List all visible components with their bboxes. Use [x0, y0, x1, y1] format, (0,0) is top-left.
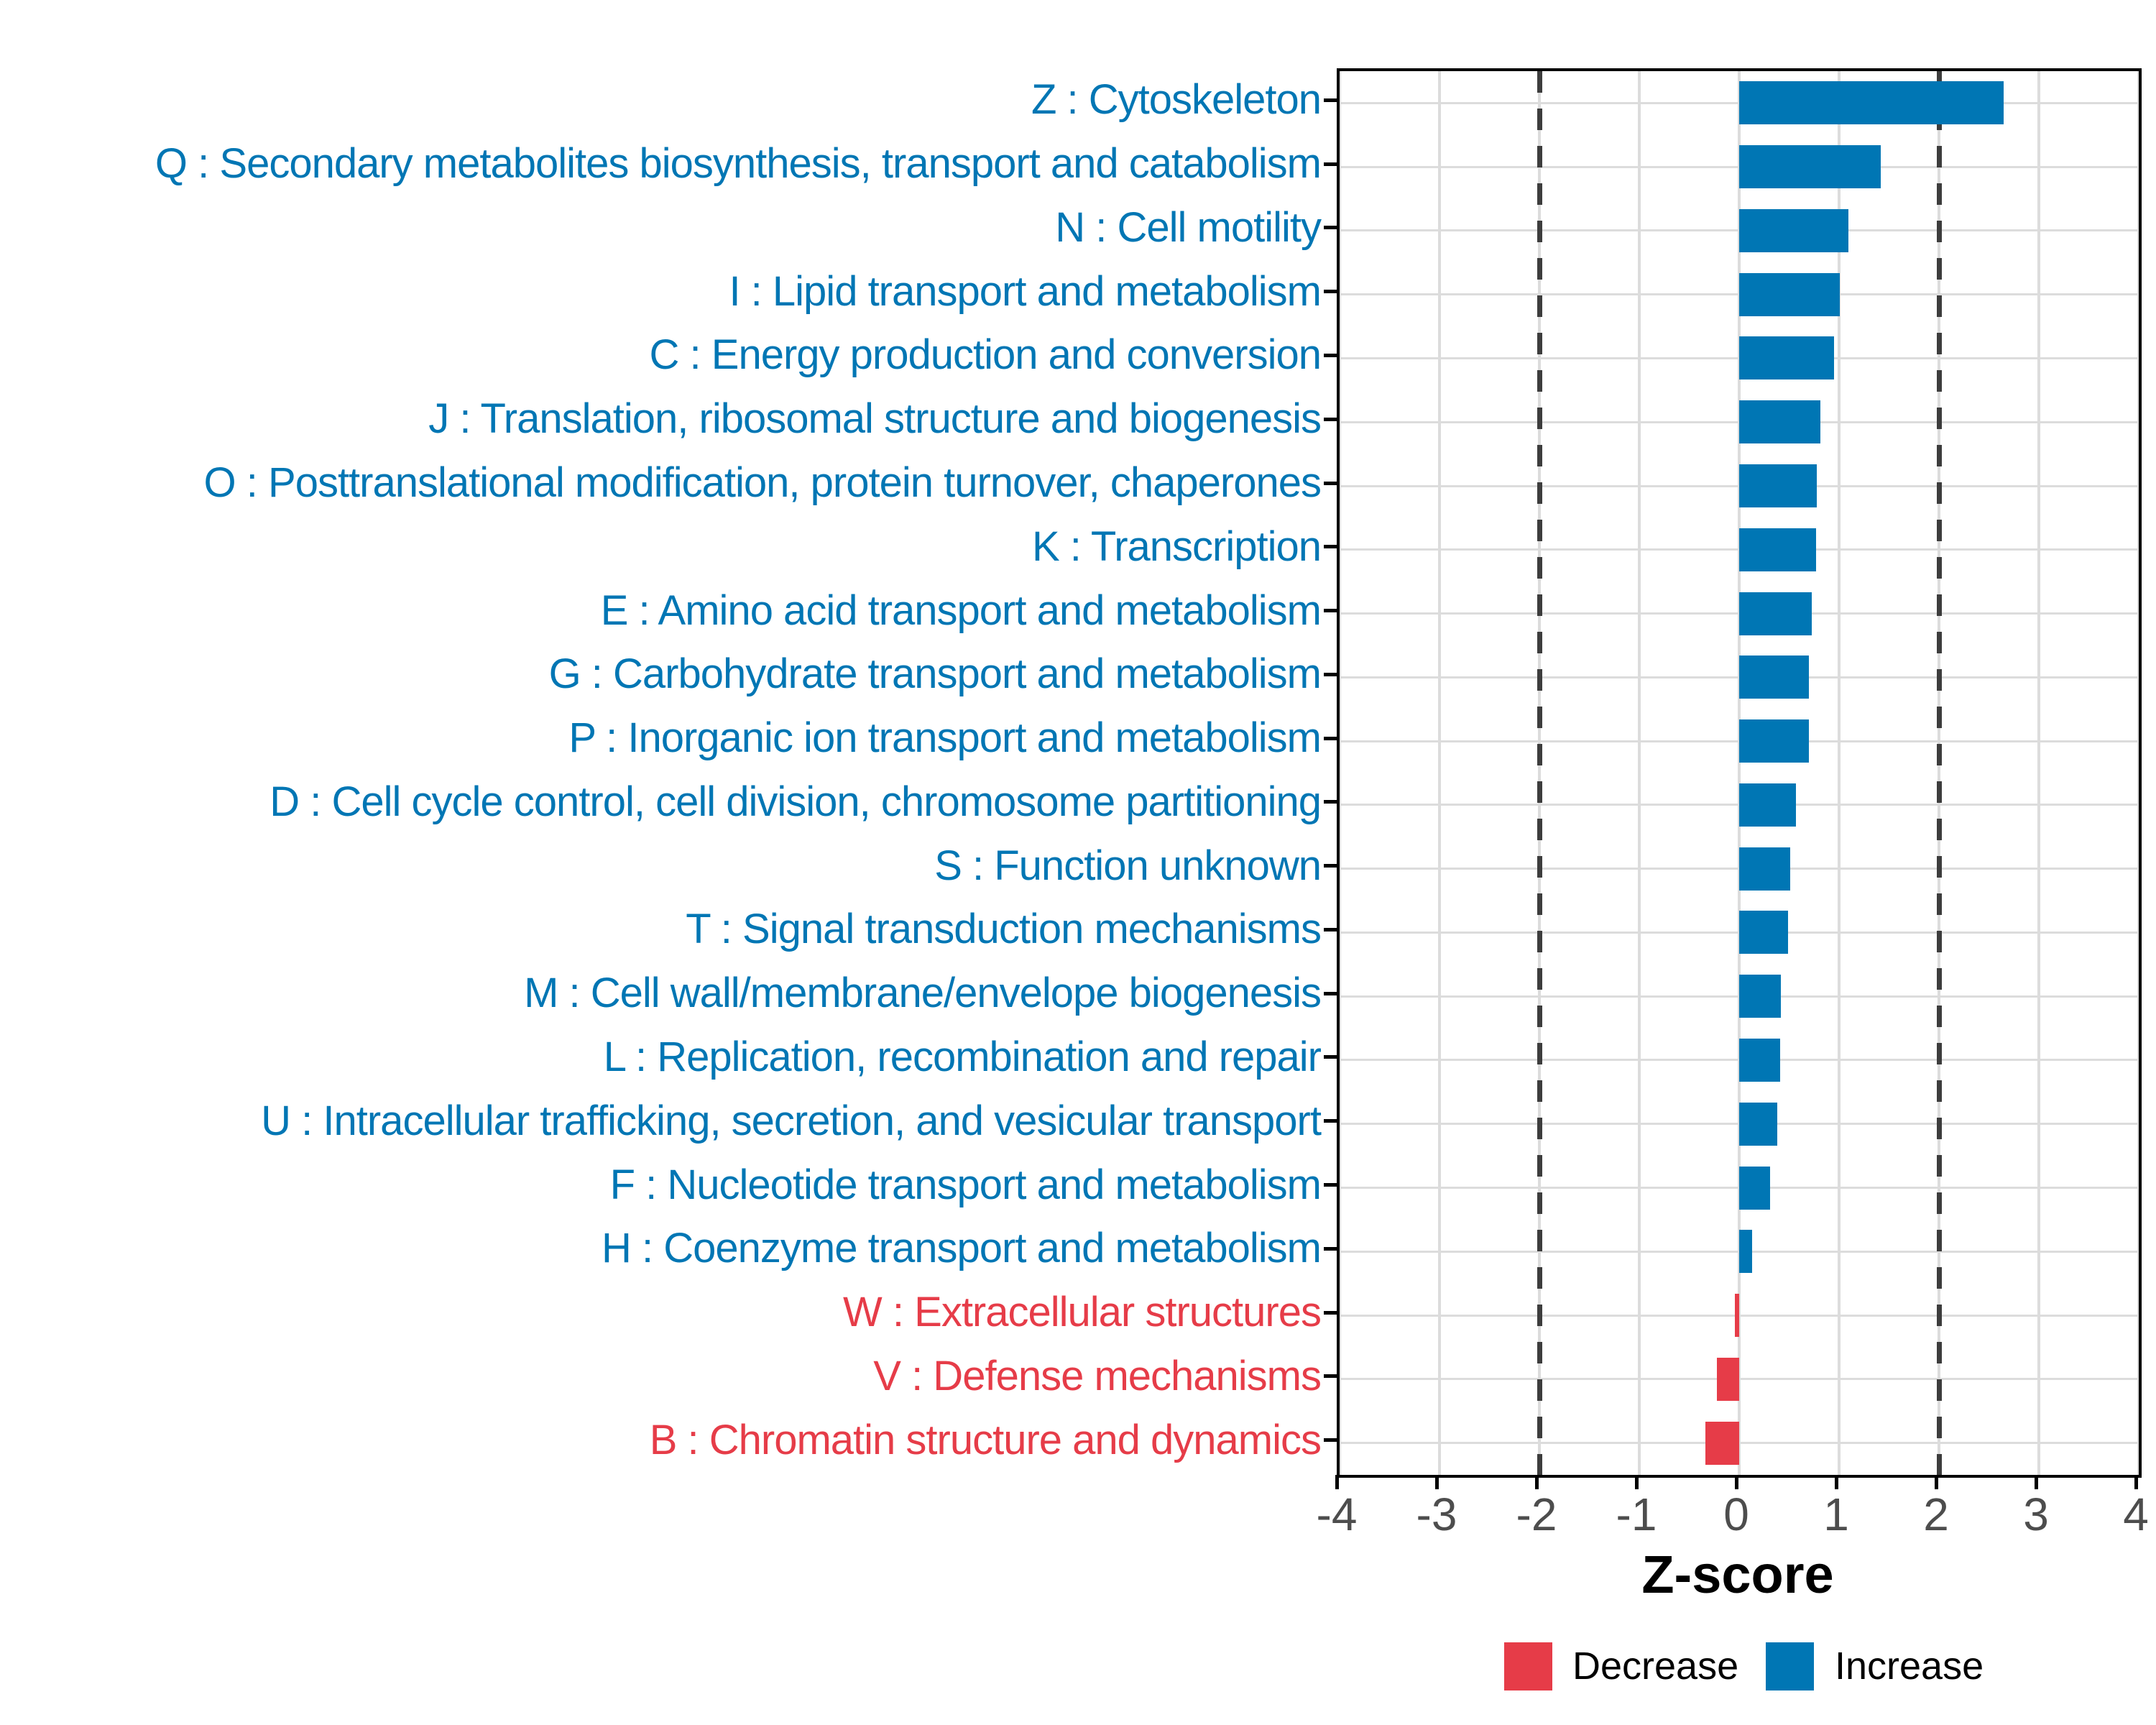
- bar: [1739, 145, 1881, 188]
- legend-swatch-decrease: [1504, 1642, 1552, 1690]
- y-axis-tick: [1324, 482, 1340, 485]
- y-axis-tick: [1324, 992, 1340, 995]
- plot-panel: [1340, 71, 2139, 1475]
- bar: [1739, 400, 1820, 443]
- x-axis-tick-label: -1: [1616, 1489, 1657, 1540]
- y-gridline: [1340, 1378, 2139, 1380]
- x-axis-tick-label: 2: [1923, 1489, 1949, 1540]
- x-axis-tick: [1735, 1475, 1738, 1489]
- reference-line: [1537, 71, 1542, 1475]
- bar: [1739, 975, 1781, 1018]
- bar: [1705, 1422, 1739, 1465]
- y-axis-tick: [1324, 1438, 1340, 1442]
- y-axis-tick: [1324, 98, 1340, 102]
- x-axis-tick-label: -2: [1516, 1489, 1557, 1540]
- category-label: Z : Cytoskeleton: [1031, 76, 1321, 124]
- category-label: B : Chromatin structure and dynamics: [649, 1416, 1321, 1463]
- x-axis-tick: [1535, 1475, 1539, 1489]
- category-label: S : Function unknown: [934, 842, 1321, 889]
- x-axis-tick-label: -4: [1316, 1489, 1358, 1540]
- category-label: K : Transcription: [1031, 523, 1321, 570]
- bar: [1739, 336, 1834, 380]
- reference-line: [1937, 71, 1942, 1475]
- x-axis-tick-label: -3: [1416, 1489, 1457, 1540]
- category-label: L : Replication, recombination and repair: [603, 1033, 1321, 1080]
- bar: [1739, 911, 1788, 954]
- category-label: V : Defense mechanisms: [873, 1352, 1321, 1399]
- y-gridline: [1340, 1442, 2139, 1444]
- y-axis-tick: [1324, 1119, 1340, 1123]
- bar: [1739, 1103, 1777, 1146]
- x-axis-tick: [1835, 1475, 1838, 1489]
- bar: [1739, 1167, 1770, 1210]
- category-label: C : Energy production and conversion: [649, 331, 1321, 379]
- category-label: O : Posttranslational modification, protein turnover, chaperones: [203, 459, 1321, 507]
- x-gridline: [2037, 71, 2040, 1475]
- x-axis-tick-label: 0: [1723, 1489, 1749, 1540]
- x-axis-tick-label: 4: [2123, 1489, 2149, 1540]
- category-label: I : Lipid transport and metabolism: [729, 267, 1321, 315]
- category-label: H : Coenzyme transport and metabolism: [602, 1225, 1321, 1272]
- x-axis-tick-label: 3: [2023, 1489, 2049, 1540]
- y-axis-tick: [1324, 609, 1340, 612]
- bar: [1739, 209, 1848, 252]
- bar: [1717, 1358, 1739, 1401]
- category-label: T : Signal transduction mechanisms: [686, 906, 1321, 953]
- y-axis-tick: [1324, 1374, 1340, 1378]
- legend-swatch-increase: [1766, 1642, 1814, 1690]
- category-label: D : Cell cycle control, cell division, chromosome partitioning: [270, 778, 1321, 825]
- legend: [0, 1642, 2156, 1693]
- bar: [1739, 528, 1816, 571]
- x-axis-tick: [2134, 1475, 2138, 1489]
- category-label: F : Nucleotide transport and metabolism: [609, 1161, 1321, 1208]
- bar: [1739, 847, 1790, 891]
- x-axis-tick: [2035, 1475, 2038, 1489]
- x-gridline: [1438, 71, 1441, 1475]
- y-axis-tick: [1324, 928, 1340, 932]
- category-label: Q : Secondary metabolites biosynthesis, transport and catabolism: [155, 140, 1321, 188]
- category-label: E : Amino acid transport and metabolism: [600, 586, 1321, 634]
- category-label: U : Intracellular trafficking, secretion, and vesicular transport: [261, 1097, 1321, 1144]
- y-axis-tick: [1324, 162, 1340, 166]
- x-axis-tick-label: 1: [1823, 1489, 1849, 1540]
- y-axis-tick: [1324, 418, 1340, 421]
- x-axis-tick: [1335, 1475, 1339, 1489]
- bar: [1739, 273, 1840, 316]
- x-axis-tick: [1635, 1475, 1639, 1489]
- category-label: G : Carbohydrate transport and metabolism: [548, 650, 1321, 698]
- legend-label-increase: Increase: [1835, 1644, 1984, 1688]
- bar: [1739, 1039, 1780, 1082]
- bar: [1739, 464, 1817, 507]
- x-axis-tick: [1435, 1475, 1439, 1489]
- y-axis-tick: [1324, 545, 1340, 548]
- legend-label-decrease: Decrease: [1572, 1644, 1739, 1688]
- bar: [1739, 719, 1809, 763]
- y-axis-tick: [1324, 1183, 1340, 1187]
- bar: [1739, 656, 1809, 699]
- bar: [1735, 1294, 1739, 1337]
- y-axis-tick: [1324, 354, 1340, 357]
- y-axis-tick: [1324, 290, 1340, 293]
- y-axis-tick: [1324, 1311, 1340, 1315]
- category-label: M : Cell wall/membrane/envelope biogenesis: [524, 970, 1321, 1017]
- y-axis-tick: [1324, 1247, 1340, 1251]
- x-axis-title: Z-score: [1641, 1545, 1834, 1604]
- y-gridline: [1340, 1315, 2139, 1317]
- y-axis-tick: [1324, 226, 1340, 229]
- x-gridline: [1638, 71, 1641, 1475]
- y-axis-tick: [1324, 737, 1340, 740]
- bar: [1739, 81, 2004, 124]
- x-gridline: [1340, 71, 1341, 1475]
- y-axis-tick: [1324, 800, 1340, 804]
- bar: [1739, 1230, 1752, 1273]
- x-axis-tick: [1935, 1475, 1938, 1489]
- category-label: W : Extracellular structures: [843, 1289, 1321, 1336]
- y-axis-tick: [1324, 864, 1340, 868]
- y-axis-tick: [1324, 1055, 1340, 1059]
- bar: [1739, 783, 1796, 827]
- category-label: N : Cell motility: [1055, 203, 1321, 251]
- category-label: J : Translation, ribosomal structure and biogenesis: [428, 395, 1321, 443]
- x-gridline: [2137, 71, 2139, 1475]
- category-label: P : Inorganic ion transport and metabolism: [568, 714, 1321, 762]
- y-axis-tick: [1324, 673, 1340, 676]
- bar: [1739, 592, 1812, 635]
